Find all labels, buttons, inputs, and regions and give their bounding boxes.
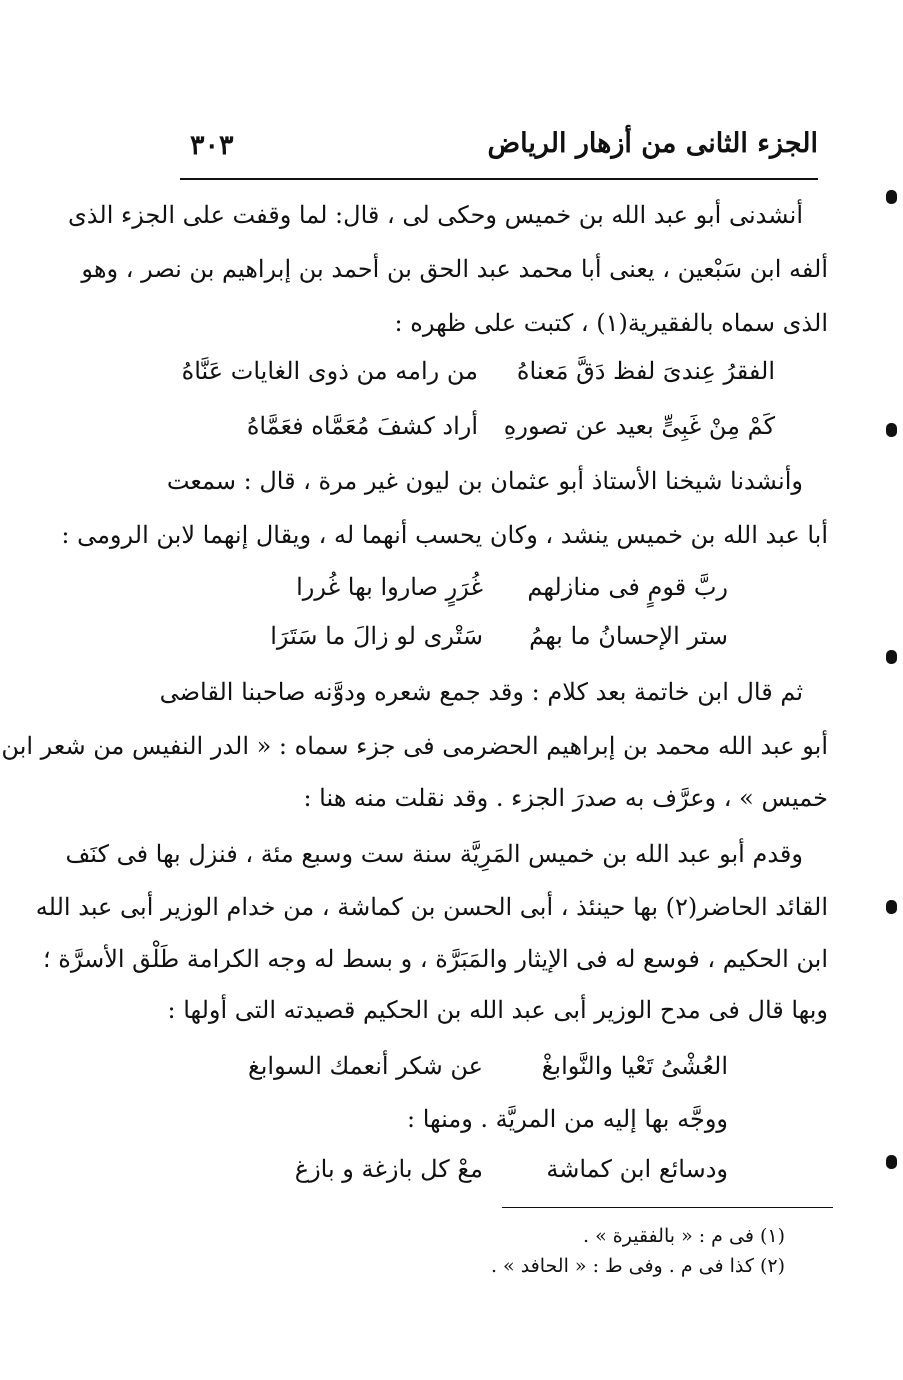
running-header — [180, 128, 818, 174]
text-line: ألفه ابن سَبْعين ، يعنى أبا محمد عبد الحق بن أحمد بن إبراهيم بن نصر ، وهو — [81, 255, 828, 283]
verse-hemistich-second: سَتْرى لو زالَ ما سَتَرَا — [270, 622, 483, 650]
verse-hemistich-first: الفقرُ عِندىَ لفظ دَقَّ مَعناهُ — [516, 357, 775, 385]
verse-hemistich-second: غُرَرٍ صاروا بها غُررا — [296, 573, 483, 601]
text-line: أبا عبد الله بن خميس ينشد ، وكان يحسب أنهما له ، ويقال إنهما لابن الرومى : — [61, 521, 828, 549]
verse-hemistich-first: كَمْ مِنْ غَبِىٍّ بعيد عن تصورهِ — [503, 412, 775, 440]
margin-mark — [886, 423, 897, 437]
verse-hemistich-first: العُشْىُ تَعْيا والنَّوابغْ — [541, 1052, 728, 1080]
footnote: (٢) كذا فى م . وفى ط : « الحافد » . — [490, 1255, 785, 1277]
margin-mark — [886, 650, 897, 664]
text-line: خميس » ، وعرَّف به صدرَ الجزء . وقد نقلت منه هنا : — [303, 784, 828, 812]
running-title: الجزء الثانى من أزهار الرياض — [487, 128, 818, 159]
header-rule — [180, 178, 818, 180]
margin-mark — [886, 900, 897, 914]
text-line: ابن الحكيم ، فوسع له فى الإيثار والمَبَرَّة ، و بسط له وجه الكرامة طَلْق الأسرَّة ؛ — [43, 945, 828, 973]
text-line: وأنشدنا شيخنا الأستاذ أبو عثمان بن ليون غير مرة ، قال : سمعت — [166, 467, 803, 495]
text-line: أبو عبد الله محمد بن إبراهيم الحضرمى فى جزء سماه : « الدر النفيس من شعر ابن — [1, 732, 828, 760]
text-line: القائد الحاضر(٢) بها حينئذ ، أبى الحسن بن كماشة ، من خدام الوزير أبى عبد الله — [35, 893, 828, 921]
text-line: وقدم أبو عبد الله بن خميس المَرِيَّة سنة ست وسبع مئة ، فنزل بها فى كنَف — [65, 840, 803, 868]
text-line: وبها قال فى مدح الوزير أبى عبد الله بن الحكيم قصيدته التى أولها : — [167, 996, 828, 1024]
margin-mark — [886, 190, 897, 204]
text-line: ثم قال ابن خاتمة بعد كلام : وقد جمع شعره ودوَّنه صاحبنا القاضى — [159, 678, 803, 706]
text-line: أنشدنى أبو عبد الله بن خميس وحكى لى ، قال: لما وقفت على الجزء الذى — [68, 201, 803, 229]
verse-hemistich-second: معْ كل بازغة و بازغ — [294, 1155, 483, 1183]
text-line: ووجَّه بها إليه من المريَّة . ومنها : — [407, 1105, 728, 1133]
verse-hemistich-second: عن شكر أنعمك السوابغ — [247, 1052, 483, 1080]
verse-hemistich-first: ستر الإحسانُ ما بهمُ — [529, 622, 728, 650]
footnote: (١) فى م : « بالفقيرة » . — [583, 1225, 785, 1247]
margin-mark — [886, 1155, 897, 1169]
page-number: ٣٠٣ — [190, 130, 234, 161]
verse-hemistich-first: ربَّ قومٍ فى منازلهم — [527, 573, 728, 601]
verse-hemistich-first: ودسائع ابن كماشة — [546, 1155, 728, 1183]
footnote-rule — [502, 1207, 833, 1208]
verse-hemistich-second: أراد كشفَ مُعَمَّاه فعَمَّاهُ — [246, 412, 478, 440]
text-line: الذى سماه بالفقيرية(١) ، كتبت على ظهره : — [394, 309, 828, 337]
verse-hemistich-second: من رامه من ذوى الغايات عَنَّاهُ — [181, 357, 478, 385]
